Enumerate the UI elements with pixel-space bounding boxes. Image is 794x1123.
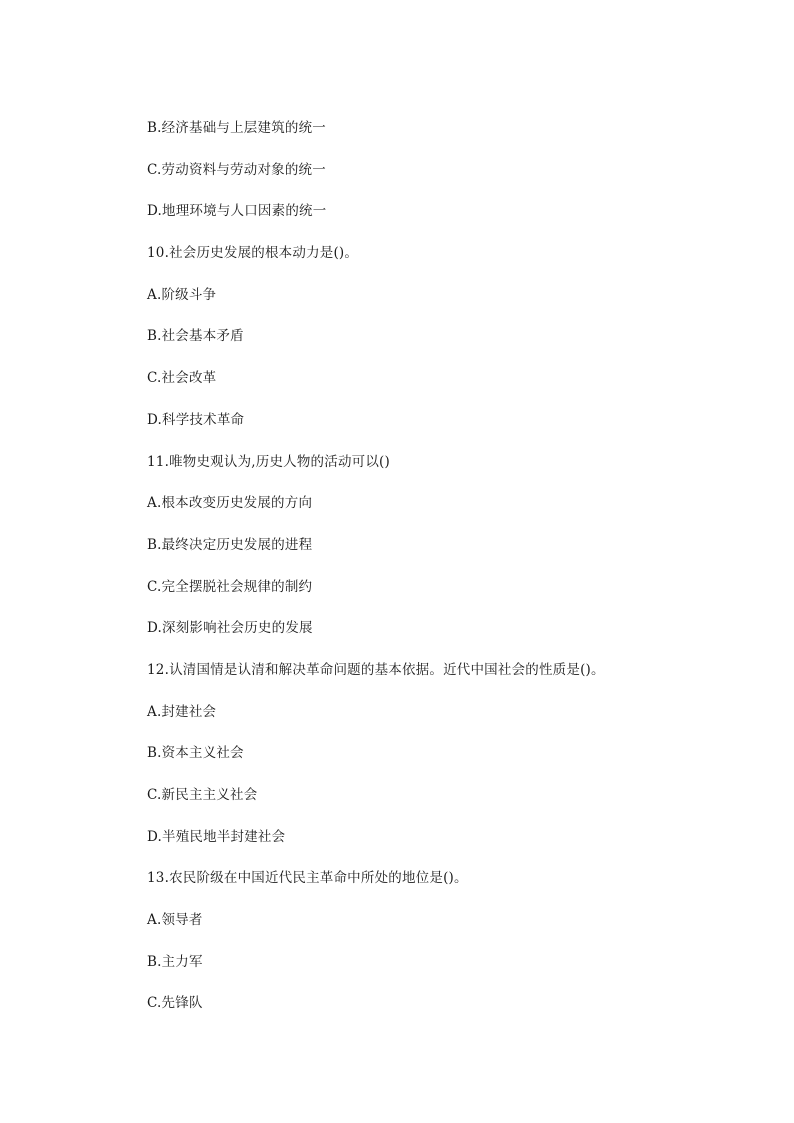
option-12d: D.半殖民地半封建社会 — [147, 828, 286, 845]
question-10: 10.社会历史发展的根本动力是()。 — [147, 245, 359, 262]
option-9c: C.劳动资料与劳动对象的统一 — [147, 161, 326, 178]
option-11c: C.完全摆脱社会规律的制约 — [147, 578, 313, 595]
option-10d: D.科学技术革命 — [147, 411, 245, 428]
option-11b: B.最终决定历史发展的进程 — [147, 536, 313, 553]
option-11d: D.深刻影响社会历史的发展 — [147, 620, 313, 637]
option-13a: A.领导者 — [147, 912, 203, 929]
option-12c: C.新民主主义社会 — [147, 787, 258, 803]
option-13c: C.先锋队 — [147, 995, 203, 1012]
question-11: 11.唯物史观认为,历史人物的活动可以() — [147, 453, 390, 470]
option-10a: A.阶级斗争 — [147, 286, 217, 303]
option-12b: B.资本主义社会 — [147, 745, 244, 762]
option-13b: B.主力军 — [147, 953, 203, 970]
question-12: 12.认清国情是认清和解决革命问题的基本依据。近代中国社会的性质是()。 — [147, 661, 605, 678]
option-11a: A.根本改变历史发展的方向 — [147, 495, 313, 512]
option-9b: B.经济基础与上层建筑的统一 — [147, 120, 327, 136]
option-12a: A.封建社会 — [147, 703, 217, 720]
option-10b: B.社会基本矛盾 — [147, 328, 244, 345]
option-10c: C.社会改革 — [147, 370, 217, 387]
option-9d: D.地理环境与人口因素的统一 — [147, 203, 327, 220]
question-13: 13.农民阶级在中国近代民主革命中所处的地位是()。 — [147, 870, 468, 887]
question-list — [147, 118, 767, 1035]
